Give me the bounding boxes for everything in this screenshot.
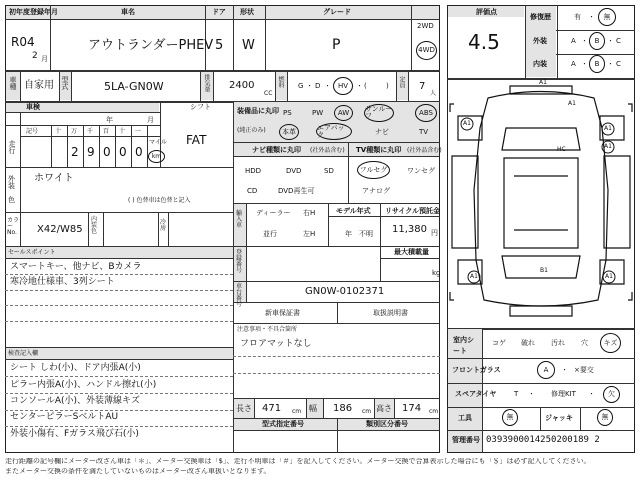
front-glass-dot: ・ (561, 366, 568, 374)
sheet-burn: コゲ (492, 339, 506, 347)
equip-pw: PW (312, 109, 324, 117)
class-label: 車種 (9, 76, 17, 90)
spare-tire-dot2: ・ (588, 390, 595, 398)
chassis-value: GN0W-0102371 (305, 286, 385, 297)
model-year-value: 年 不明 (345, 230, 373, 238)
disp-value: 2400 (229, 80, 255, 91)
spare-tire-kit: 修理KIT (551, 390, 576, 398)
import-parallel: 並行 (263, 230, 277, 238)
equip-aw-circle (334, 105, 353, 121)
spare-tire-t: T (514, 390, 519, 398)
inspection-label: 車検 (26, 103, 40, 111)
repair-label: 修復歴 (530, 13, 551, 21)
door-label: ドア (212, 8, 226, 16)
sales-points-label: セールスポイント (8, 249, 56, 256)
first-reg-label: 初年度登録年月 (9, 8, 58, 16)
navi-cd: CD (247, 187, 258, 195)
repair-no: 無 (603, 12, 611, 21)
mileage-digit-4: 0 (119, 145, 127, 159)
front-glass-a-circle (537, 361, 555, 379)
inspector-line-3: コンソールA(小)、外装薄線キズ (10, 396, 140, 406)
equip-leather-circle (279, 124, 299, 140)
seat-value: 7 (419, 81, 426, 92)
mark-b1: B1 (540, 267, 548, 274)
spare-tire-missing-circle (603, 386, 620, 403)
navi-dvd: DVD (286, 167, 302, 175)
mileage-digit-1: 2 (71, 145, 79, 159)
jack-value-circle (597, 409, 613, 426)
drive-4wd-circle (416, 41, 437, 60)
digit-unit-5: 一 (135, 128, 142, 135)
inspector-line-5: 外装小傷有、Fガラス飛び石(小) (10, 429, 139, 439)
digit-unit-2: 千 (87, 128, 94, 135)
drive-4wd: 4WD (418, 46, 435, 54)
class-no-label: 類別区分番号 (366, 420, 408, 428)
width-value: 186 (333, 403, 353, 414)
mark-a1-top: A1 (539, 79, 547, 86)
mark-hc: HC (557, 146, 566, 153)
interior-label: 内装 (533, 60, 547, 68)
recycle-yen: 円 (431, 229, 438, 237)
equip-airbag-circle (316, 123, 352, 140)
tv-analog: アナログ (362, 187, 390, 195)
width-label: 幅 (309, 404, 317, 413)
fuel-hv-circle (333, 77, 353, 95)
equip-tv: TV (419, 128, 429, 136)
digit-unit-4: 十 (119, 128, 126, 135)
navi-dvd-play: DVD再生可 (278, 187, 315, 195)
recycle-no-label: 冷房 (160, 219, 167, 232)
seat-unit: 人 (430, 90, 437, 97)
km-circle (148, 150, 165, 163)
fuel-opt-hv: HV (337, 81, 349, 90)
tools-label: 工具 (458, 414, 472, 422)
inspector-line-2: ピラー内張A(小)、ハンドル擦れ(小) (10, 380, 157, 390)
equip-abs: ABS (419, 108, 433, 117)
exterior-color-label-a: 外装 (8, 175, 15, 190)
first-reg-month: 2 (32, 51, 38, 61)
digit-unit-0: 十 (55, 128, 62, 135)
equip-ps: PS (283, 109, 292, 117)
front-glass-replace: ×要交 (574, 366, 594, 374)
fuel-opt-g: G (298, 82, 304, 90)
registration-label: 登録番号 (236, 249, 243, 274)
exterior-b-circle (589, 32, 605, 50)
spec-label: 型式指定番号 (262, 420, 304, 428)
inspector-bg (6, 348, 233, 359)
model-label: 型式 (61, 76, 69, 90)
inspector-line-4: センターピラーSベルトAU (10, 412, 119, 422)
sheet-stain: 汚れ (551, 339, 565, 347)
car-name-label: 車名 (121, 8, 135, 16)
equipment-label: 装備品に丸印 (237, 107, 279, 115)
footer-line-2: またメーター交換の条件を満たしていないものはメーター改ざん車扱いとなります。 (5, 468, 271, 475)
import-right: 右H (303, 209, 316, 217)
interior-b: B (594, 59, 600, 68)
equip-abs-circle (415, 104, 437, 122)
shape-label: 形状 (240, 8, 254, 16)
mark-a1-left: A1 (463, 120, 471, 127)
mileage-record-label: 記号 (26, 128, 39, 135)
mark-a1-mid: A1 (568, 100, 576, 107)
car-diagram (448, 80, 634, 325)
mile-label: マイル (149, 139, 167, 146)
inspection-year: 年 (106, 116, 113, 124)
jack-value: 無 (601, 413, 609, 421)
sheet-tear: 破れ (521, 339, 535, 347)
sheet-scratch-circle (600, 333, 621, 353)
length-label: 長さ (236, 404, 252, 413)
grade-label: グレード (323, 8, 351, 16)
front-glass-label: フロントガラス (452, 366, 501, 374)
seat-label: 定員 (398, 76, 405, 88)
width-unit: cm (362, 408, 372, 415)
inspection-month: 月 (147, 116, 154, 124)
color-no-value: X42/W85 (37, 224, 83, 235)
grade-value: P (332, 37, 341, 53)
model-value: 5LA-GN0W (104, 80, 164, 93)
equip-navi: ナビ (375, 128, 389, 136)
height-label: 高さ (376, 404, 392, 413)
chassis-label: 車台番号 (236, 283, 243, 308)
exterior-color-label-b: 色 (8, 196, 15, 204)
shift-value: FAT (186, 133, 207, 147)
footer-line-1: 走行距離の記号欄にメーター改ざん車は「＊」、メーター交換車は「$」、走行不明車は「＃」を記入してください。メーター交換で合算表示した場合にも「＄」は必ず記入してください。 (5, 458, 591, 465)
navi-sub: (社外品含む) (310, 147, 345, 154)
max-load-kg: kg (432, 269, 441, 277)
sales-point-line-2: 寒冷地仕様車、3列シート (10, 277, 115, 287)
new-warranty-label: 新車保証書 (265, 309, 300, 317)
shape-value: W (242, 38, 255, 53)
equipment-sub: (純正のみ) (237, 127, 266, 134)
disp-label: 排気量 (203, 74, 210, 92)
interior-color-label: 内装色 (91, 216, 98, 235)
sheet-scratch: キズ (603, 338, 618, 347)
sheet-hole: 穴 (581, 339, 588, 347)
fuel-label: 燃料 (277, 76, 284, 88)
navi-label: ナビ種類に丸印 (252, 146, 301, 154)
mileage-digit-2: 9 (87, 145, 95, 159)
equip-airbag: エアバック (317, 123, 345, 139)
sales-point-line-1: スマートキー、他ナビ、Bカメラ (10, 262, 142, 272)
height-unit: cm (429, 408, 439, 415)
jack-label: ジャッキ (545, 414, 573, 422)
tv-fullseg-circle (357, 161, 390, 179)
max-load-label: 最大積載量 (394, 248, 429, 256)
equip-leather: 本革 (282, 127, 296, 136)
spare-tire-label: スペアタイヤ (455, 390, 497, 398)
equip-sunroof: サンルーフ (365, 105, 393, 120)
import-dealer: ディーラー (256, 209, 291, 217)
car-name: アウトランダーPHEV (88, 38, 214, 53)
interior-c: C (616, 60, 621, 68)
exterior-b: B (594, 36, 600, 45)
tv-sub: (社外品含む) (407, 147, 442, 154)
admin-value: 0393900014250200189 2 (486, 435, 600, 445)
manual-label: 取扱説明書 (373, 309, 408, 317)
shift-label: シフト (190, 103, 211, 111)
first-reg-year: R04 (11, 35, 35, 49)
spare-tire-dot1: ・ (528, 390, 535, 398)
mileage-label: 走行 (8, 140, 16, 154)
month-unit: 月 (41, 55, 48, 63)
tools-value-circle (502, 409, 518, 426)
tv-oneseg: ワンセグ (407, 167, 435, 175)
exterior-color-note: ( ) 色替車は色替と記入 (128, 197, 191, 204)
import-label: 輸入車 (236, 210, 243, 229)
navi-hdd: HDD (245, 167, 262, 175)
mark-a1-bl: A1 (470, 273, 478, 280)
notes-value: フロアマットなし (240, 339, 312, 349)
disp-unit: CC (264, 90, 273, 97)
equip-sunroof-circle (364, 104, 394, 122)
equip-aw: AW (337, 108, 350, 117)
length-unit: cm (292, 408, 302, 415)
digit-unit-1: 万 (71, 128, 78, 135)
mark-a1-right1: A1 (604, 125, 612, 132)
admin-label: 管理番号 (452, 436, 480, 444)
exterior-color-value: ホワイト (34, 173, 74, 184)
recycle-value: 11,380 (392, 224, 427, 235)
exterior-c: C (616, 37, 621, 45)
inspector-line-1: シート しわ(小)、ドア内張A(小) (10, 363, 141, 373)
spare-tire-missing: 欠 (608, 390, 615, 398)
repair-no-circle (598, 8, 616, 26)
navi-sd: SD (324, 167, 334, 175)
import-left: 左H (303, 230, 316, 238)
front-glass-a: A (543, 365, 549, 374)
score-label: 評価点 (476, 8, 497, 16)
notes-label: 注意事項・不具合箇所 (237, 326, 298, 333)
length-value: 471 (262, 403, 282, 414)
color-no-label: カラーNo. (7, 217, 20, 236)
fuel-opt-d: D (315, 82, 321, 90)
inspector-label: 検査記入欄 (8, 350, 39, 357)
model-year-label: モデル年式 (336, 207, 371, 215)
fuel-paren-open: ( (364, 82, 367, 90)
door-value: 5 (215, 38, 224, 53)
interior-b-circle (589, 55, 605, 73)
mark-a1-right2: A1 (604, 143, 612, 150)
exterior-a: A (571, 37, 576, 45)
mileage-digit-5: 0 (135, 145, 143, 159)
km-label: km (151, 152, 162, 160)
score-value: 4.5 (468, 30, 500, 54)
interior-a: A (571, 60, 576, 68)
class-value: 自家用 (24, 80, 54, 91)
mark-a1-br: A1 (605, 273, 613, 280)
exterior-label: 外装 (533, 37, 547, 45)
tools-value: 無 (506, 413, 514, 421)
fuel-paren-close: ) (386, 82, 389, 90)
height-value: 174 (402, 403, 422, 414)
tv-fullseg: フルセグ (359, 165, 388, 174)
mileage-digit-3: 0 (103, 145, 111, 159)
tv-label: TV種類に丸印 (356, 146, 402, 154)
interior-sheet-label: 室内シート (453, 336, 474, 355)
recycle-label: リサイクル預託金 (385, 207, 441, 215)
repair-yes: 有 (574, 13, 581, 21)
digit-unit-3: 百 (103, 128, 110, 135)
drive-2wd: 2WD (417, 22, 434, 30)
